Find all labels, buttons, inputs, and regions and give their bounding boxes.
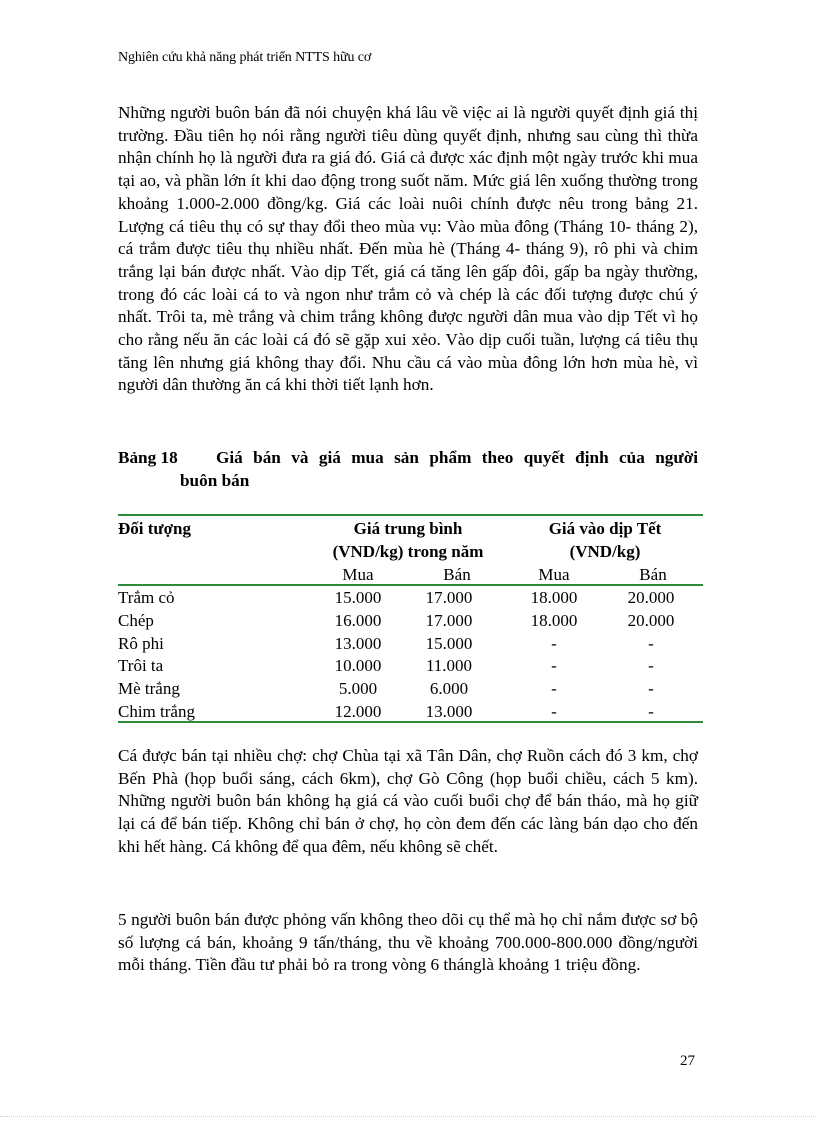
- cell-species: Mè trắng: [118, 679, 180, 699]
- cell-tet-buy: -: [551, 679, 557, 699]
- header-species: Đối tượng: [118, 519, 191, 538]
- cell-tet-buy: 18.000: [530, 588, 578, 607]
- cell-tet-sell: -: [648, 679, 654, 699]
- cell-tet-sell: -: [648, 656, 654, 676]
- header-tet-price-line1: Giá vào dịp Tết: [548, 519, 662, 538]
- cell-avg-buy: 16.000: [334, 610, 382, 630]
- cell-species: Trắm cỏ: [118, 588, 175, 607]
- table-caption: [118, 446, 698, 492]
- cell-tet-sell: 20.000: [627, 610, 675, 630]
- cell-tet-buy: -: [551, 656, 557, 676]
- cell-avg-sell: 17.000: [425, 610, 473, 630]
- cell-species: Trôi ta: [118, 656, 164, 676]
- cell-species: Chép: [118, 610, 154, 630]
- cell-avg-buy: 13.000: [334, 633, 382, 653]
- cell-avg-buy: 5.000: [338, 679, 378, 699]
- subheader-avg-buy: Mua: [342, 565, 374, 584]
- page-bottom-border: [0, 1116, 816, 1117]
- header-avg-price-line1: Giá trung bình: [353, 519, 463, 538]
- cell-tet-buy: -: [551, 702, 557, 721]
- subheader-tet-sell: Bán: [639, 565, 667, 584]
- table-top-rule: [118, 514, 703, 516]
- cell-avg-sell: 6.000: [429, 679, 469, 699]
- cell-avg-sell: 15.000: [425, 633, 473, 653]
- subheader-tet-buy: Mua: [538, 565, 570, 584]
- header-avg-price-line2: (VND/kg) trong năm: [332, 542, 484, 561]
- subheader-avg-sell: Bán: [443, 565, 471, 584]
- cell-tet-buy: -: [551, 633, 557, 653]
- table-group-rule: [118, 584, 703, 586]
- paragraph-markets: Cá được bán tại nhiều chợ: chợ Chùa tại xã Tân Dân, chợ Ruồn cách đó 3 km, chợ Bến Phà (họp buổi sáng, cách 6km), chợ Gò Công (họp buổi chiều, cách 5 km). Những người buôn bán không hạ giá cá vào cuối buổi chợ để bán tháo, mà họ giữ lại cá để bán tiếp. Không chỉ bán ở chợ, họ còn đem đến các làng bán dạo cho đến khi hết hàng. Cá không để qua đêm, nếu không sẽ chết.: [118, 746, 698, 856]
- paragraph-market-price: Những người buôn bán đã nói chuyện khá lâu về việc ai là người quyết định giá thị trường. Đầu tiên họ nói rằng người tiêu dùng quyết định, nhưng sau cùng thì thừa nhận chính họ là người đưa ra giá đó. Giá cả được xác định một ngày trước khi mua tại ao, và phần lớn ít khi dao động trong suốt năm. Mức giá lên xuống thường trong khoảng 1.000-2.000 đồng/kg. Giá các loài nuôi chính được nêu trong bảng 21. Lượng cá tiêu thụ có sự thay đổi theo mùa vụ: Vào mùa đông (Tháng 10- tháng 2), cá trắm được tiêu thụ nhiều nhất. Đến mùa hè (Tháng 4- tháng 9), rô phi và chim trắng lại bán được nhất. Vào dịp Tết, giá cá tăng lên gấp đôi, gấp ba ngày thường, trong đó các loài cá to và ngon như trắm cỏ và chép là các đối tượng được chú ý nhất. Trôi ta, mè trắng và chim trắng không được người dân mua vào dịp Tết vì họ cho rằng nếu ăn các loài cá đó sẽ gặp xui xẻo. Vào dịp cuối tuần, lượng cá tiêu thụ tăng lên nhưng giá không thay đổi. Nhu cầu cá vào mùa đông lớn hơn mùa hè, vì người dân thường ăn cá khi thời tiết lạnh hơn.: [118, 103, 698, 395]
- cell-avg-sell: 17.000: [425, 588, 473, 607]
- running-header: Nghiên cứu khả năng phát triển NTTS hữu cơ: [118, 50, 372, 65]
- paragraph-traders-income: 5 người buôn bán được phỏng vấn không theo dõi cụ thể mà họ chỉ nắm được sơ bộ số lượng cá bán, khoảng 9 tấn/tháng, thu về khoảng 700.000-800.000 đồng/người mỗi tháng. Tiền đầu tư phải bỏ ra trong vòng 6 thánglà khoảng 1 triệu đồng.: [118, 910, 698, 975]
- header-tet-price-line2: (VND/kg): [569, 542, 641, 561]
- cell-avg-sell: 11.000: [425, 656, 473, 676]
- cell-avg-buy: 12.000: [334, 702, 382, 721]
- cell-avg-buy: 10.000: [334, 656, 382, 676]
- table-bottom-rule: [118, 721, 703, 723]
- cell-tet-sell: 20.000: [627, 588, 675, 607]
- cell-avg-sell: 13.000: [425, 702, 473, 721]
- cell-species: Chim trắng: [118, 702, 195, 721]
- cell-tet-buy: 18.000: [530, 610, 578, 630]
- cell-species: Rô phi: [118, 633, 164, 653]
- cell-tet-sell: -: [648, 633, 654, 653]
- table-label: Bảng 18: [118, 448, 178, 467]
- cell-tet-sell: -: [648, 702, 654, 721]
- cell-avg-buy: 15.000: [334, 588, 382, 607]
- table-title-line2: buôn bán: [180, 471, 250, 490]
- table-title-line1: Giá bán và giá mua sản phẩm theo quyết định của người: [216, 448, 698, 467]
- page-number: 27: [680, 1053, 695, 1069]
